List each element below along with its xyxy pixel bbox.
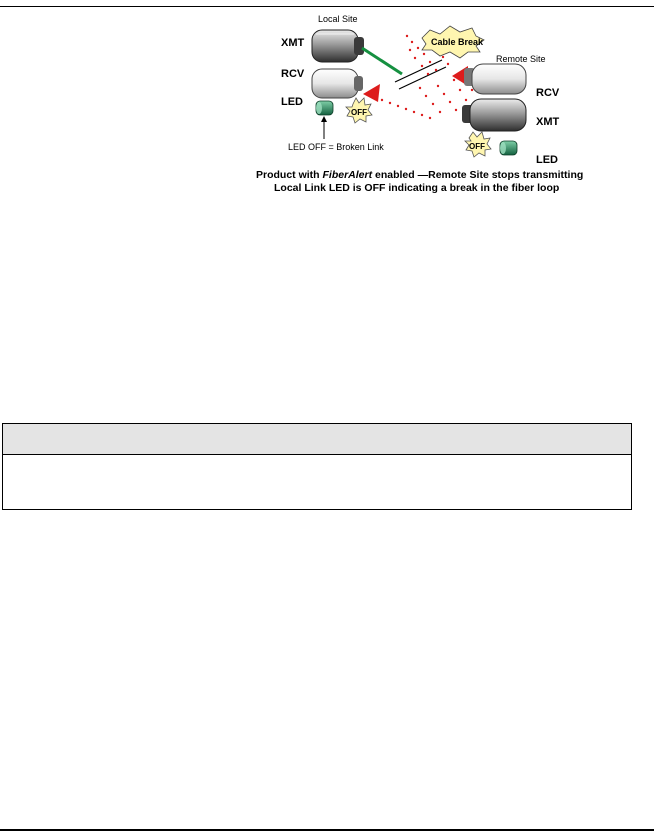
remote-rcv-connector (464, 64, 526, 94)
local-led-label: LED (281, 96, 303, 108)
header-rule (0, 6, 654, 7)
local-fiber-green (362, 48, 402, 74)
local-rcv-connector (312, 69, 363, 98)
remote-site-label: Remote Site (496, 54, 546, 64)
local-rcv-label: RCV (281, 68, 305, 80)
broken-link-note: LED OFF = Broken Link (288, 142, 384, 152)
fiberalert-diagram (250, 10, 602, 202)
remote-led-icon (500, 141, 517, 155)
remote-rcv-label: RCV (536, 87, 560, 99)
footer-rule (0, 829, 654, 831)
note-table (2, 423, 632, 510)
local-site-label: Local Site (318, 14, 358, 24)
local-off-badge (346, 98, 372, 123)
broken-link-arrow (321, 116, 327, 139)
remote-xmt-label: XMT (536, 116, 560, 128)
cable-break-label: Cable Break (431, 37, 484, 47)
cable-break-lines (395, 60, 446, 89)
remote-off-badge (465, 132, 491, 157)
local-led-icon (316, 101, 333, 115)
svg-text:OFF: OFF (469, 142, 485, 151)
local-rcv-signal-arrow (363, 84, 380, 102)
svg-text:OFF: OFF (351, 108, 367, 117)
caption-line-2: Local Link LED is OFF indicating a break in the fiber loop (274, 182, 560, 194)
local-xmt-label: XMT (281, 37, 305, 49)
remote-led-label: LED (536, 154, 558, 166)
local-xmt-connector (312, 30, 364, 62)
caption-line-1: Product with FiberAlert enabled —Remote Site stops transmitting (256, 169, 584, 181)
note-table-header (3, 424, 631, 455)
remote-xmt-connector (462, 99, 526, 131)
cable-break-badge (422, 26, 484, 58)
